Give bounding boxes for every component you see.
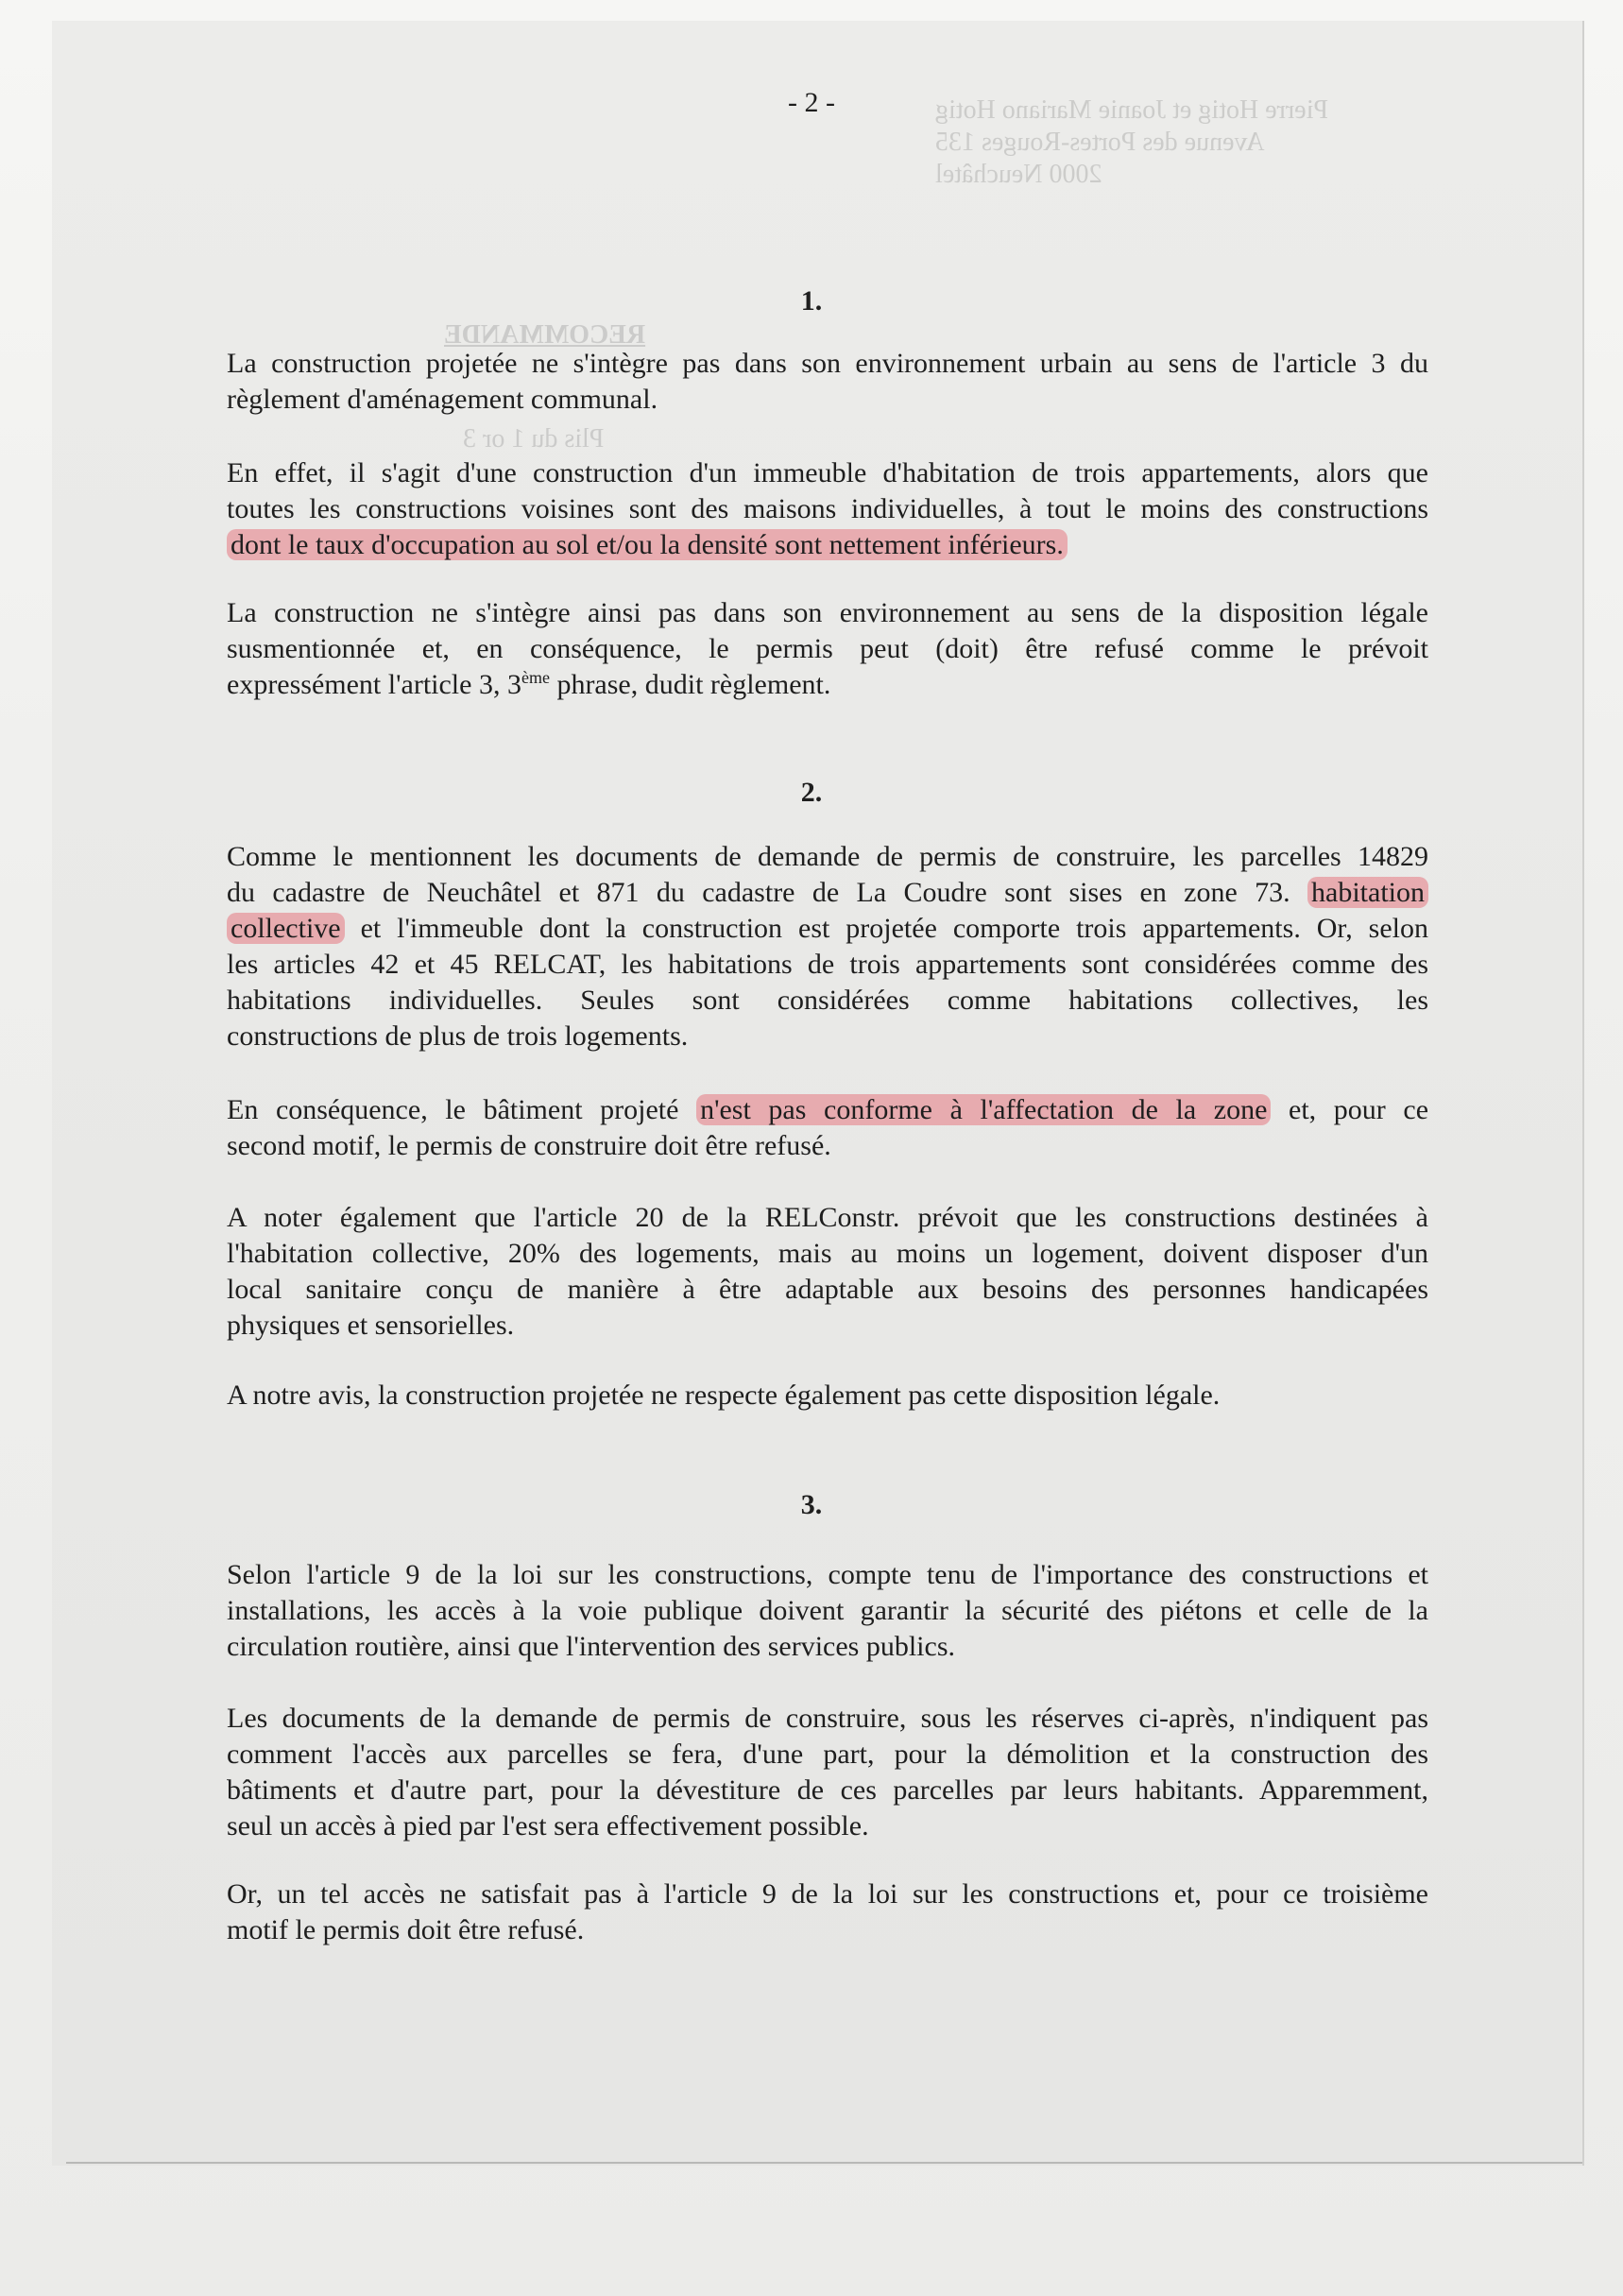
text-line: bâtiments et d'autre part, pour la dévestiture de ces parcelles par leurs habitants. Apparemment, (227, 1774, 1428, 1806)
bleed-title-text: RECOMMANDE (444, 320, 646, 350)
text-line: Les documents de la demande de permis de construire, sous les réserves ci-après, n'indiquent pas (227, 1703, 1428, 1734)
bleed-addr-line: 2000 Neuchâtel (935, 160, 1102, 189)
text-line: local sanitaire conçu de manière à être adaptable aux besoins des personnes handicapées (227, 1274, 1428, 1305)
bleed-pli-text: Plis du 1 or 3 (463, 424, 605, 454)
paragraph (227, 346, 1428, 418)
section-number: 2. (800, 777, 823, 808)
text-line: comment l'accès aux parcelles se fera, d'une part, pour la démolition et la construction des (227, 1739, 1428, 1770)
text-line: toutes les constructions voisines sont des maisons individuelles, à tout le moins des constructions (227, 493, 1428, 524)
highlighted-text: habitation (1307, 877, 1428, 908)
text-line: A notre avis, la construction projetée ne respecte également pas cette disposition légale. (227, 1379, 1221, 1411)
bleed-addr-line: Pierre Hotig et Joanie Mariano Hotig (935, 95, 1329, 125)
text-line: l'habitation collective, 20% des logements, mais au moins un logement, doivent disposer d'un (227, 1238, 1428, 1269)
text-line: physiques et sensorielles. (227, 1310, 515, 1341)
text-run: expressément l'article 3, 3 (227, 669, 521, 700)
text-line: Selon l'article 9 de la loi sur les constructions, compte tenu de l'importance des constructions et (227, 1559, 1428, 1590)
text-line: La construction projetée ne s'intègre pas dans son environnement urbain au sens de l'article 3 du (227, 348, 1428, 379)
highlighted-text: collective (227, 913, 345, 944)
text-line: habitations individuelles. Seules sont considérées comme habitations collectives, les (227, 985, 1428, 1016)
paragraph (227, 1378, 1428, 1414)
text-run: phrase, dudit règlement. (549, 669, 831, 700)
text-run: et l'immeuble dont la construction est projetée comporte trois appartements. Or, selon (360, 913, 1429, 944)
highlighted-text: dont le taux d'occupation au sol et/ou la densité sont nettement inférieurs. (227, 529, 1068, 560)
text-line: A noter également que l'article 20 de la RELConstr. prévoit que les constructions destinées à (227, 1202, 1428, 1233)
paragraph (227, 1200, 1428, 1344)
text-run: En conséquence, le bâtiment projeté (227, 1094, 679, 1125)
text-line: installations, les accès à la voie publique doivent garantir la sécurité des piétons et celle de la (227, 1595, 1428, 1626)
paragraph (227, 1701, 1428, 1844)
superscript: ème (521, 668, 550, 687)
sheet-bottom-edge (66, 2162, 1582, 2164)
text-line (227, 875, 1428, 911)
page-number: - 2 - (788, 87, 835, 118)
text-run: et, pour ce (1289, 1094, 1429, 1125)
text-line: Comme le mentionnent les documents de demande de permis de construire, les parcelles 14829 (227, 841, 1428, 872)
paragraph (227, 1876, 1428, 1948)
text-line (227, 1092, 1428, 1128)
text-line: susmentionnée et, en conséquence, le permis peut (doit) être refusé comme le prévoit (227, 633, 1428, 664)
text-line: Or, un tel accès ne satisfait pas à l'article 9 de la loi sur les constructions et, pour ce troisième (227, 1878, 1428, 1910)
text-line: règlement d'aménagement communal. (227, 384, 658, 415)
text-line: constructions de plus de trois logements. (227, 1020, 689, 1052)
paragraph (227, 455, 1428, 563)
text-line: En effet, il s'agit d'une construction d'un immeuble d'habitation de trois appartements, alors que (227, 457, 1428, 488)
bleed-through-pli (463, 423, 604, 455)
section-number: 3. (800, 1489, 823, 1520)
highlighted-text: n'est pas conforme à l'affectation de la zone (696, 1094, 1271, 1125)
bleed-addr-line: Avenue des Portes-Rouges 135 (935, 128, 1265, 157)
text-line (227, 527, 1428, 563)
section-number: 1. (800, 285, 823, 317)
text-line (227, 667, 1428, 703)
text-line: seul un accès à pied par l'est sera effectivement possible. (227, 1810, 869, 1842)
text-line: La construction ne s'intègre ainsi pas dans son environnement au sens de la disposition légale (227, 597, 1428, 628)
text-run: du cadastre de Neuchâtel et 871 du cadastre de La Coudre sont sises en zone 73. (227, 877, 1290, 908)
paragraph (227, 1092, 1428, 1164)
text-line: les articles 42 et 45 RELCAT, les habitations de trois appartements sont considérées comme des (227, 949, 1428, 980)
text-line: motif le permis doit être refusé. (227, 1914, 585, 1945)
text-line (227, 911, 1428, 947)
paragraph (227, 839, 1428, 1054)
paragraph (227, 1557, 1428, 1665)
paragraph (227, 595, 1428, 703)
text-line: second motif, le permis de construire doit être refusé. (227, 1130, 831, 1161)
text-line: circulation routière, ainsi que l'intervention des services publics. (227, 1631, 956, 1662)
